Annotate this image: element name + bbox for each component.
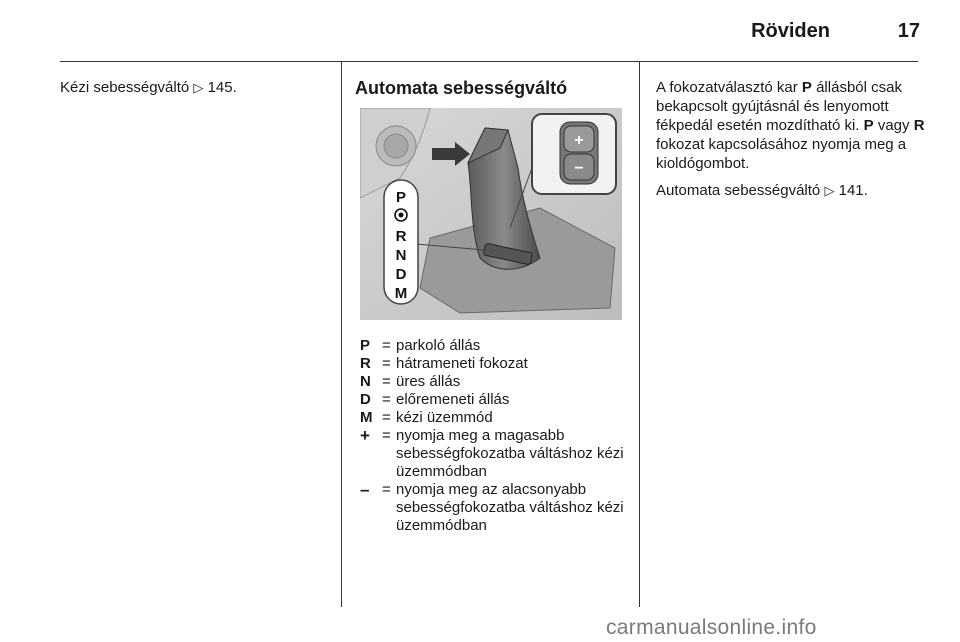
- paragraph-text: A fokozatválasztó kar: [656, 79, 802, 96]
- reference-arrow-icon: ▷: [824, 183, 835, 198]
- column-2: [355, 78, 625, 109]
- gear-label-m: M: [394, 285, 408, 302]
- page-header-title: Röviden: [751, 20, 830, 42]
- paragraph-text: állásból csak bekapcsolt gyújtásnál és lenyomott fékpedál esetén mozdítható ki.: [656, 79, 902, 134]
- legend-equals: =: [382, 391, 391, 408]
- gear-symbol-r: R: [913, 117, 925, 134]
- legend-key: R: [360, 355, 371, 372]
- legend-equals: =: [382, 481, 391, 498]
- gear-label-r: R: [395, 228, 407, 245]
- cross-reference-text: Automata sebességváltó: [656, 182, 821, 199]
- gear-symbol-p: P: [801, 79, 812, 96]
- legend-row: [360, 337, 635, 355]
- paragraph-text: fokozat kapcsolásához nyomja meg a kioldógombot.: [656, 136, 907, 172]
- legend-description: előremeneti állás: [396, 391, 510, 408]
- legend-list: [360, 337, 635, 535]
- reference-arrow-icon: ▷: [193, 80, 204, 95]
- column-divider-2: [639, 62, 640, 607]
- cross-reference-page: 145.: [207, 79, 237, 96]
- section-title: Automata sebességváltó: [355, 78, 568, 98]
- legend-equals: =: [382, 427, 391, 444]
- gear-label-d: D: [395, 266, 407, 283]
- lever-release-paragraph: [656, 78, 926, 173]
- legend-description: hátrameneti fokozat: [396, 355, 528, 372]
- minus-label: −: [574, 160, 584, 177]
- legend-row: [360, 391, 635, 409]
- legend-equals: =: [382, 355, 391, 372]
- cross-reference-page: 141.: [838, 182, 868, 199]
- legend-key: P: [360, 337, 371, 354]
- legend-row: [360, 409, 635, 427]
- gear-symbol-p: P: [863, 117, 874, 134]
- column-1: [60, 78, 330, 97]
- legend-description: nyomja meg a magasabb sebességfokozatba váltáshoz kézi üzemmódban: [396, 427, 624, 480]
- legend-row: [360, 355, 635, 373]
- legend-equals: =: [382, 337, 391, 354]
- gear-label-n: N: [395, 247, 407, 264]
- legend-key: D: [360, 391, 371, 408]
- gear-label-p: P: [395, 189, 407, 206]
- legend-key-minus: –: [360, 480, 370, 499]
- paragraph-text: vagy: [873, 117, 914, 134]
- legend-row: [360, 427, 635, 481]
- cross-reference: [656, 181, 926, 200]
- cross-reference-text: Kézi sebességváltó: [60, 79, 190, 96]
- legend-row: [360, 373, 635, 391]
- legend-equals: =: [382, 409, 391, 426]
- legend-description: parkoló állás: [396, 337, 481, 354]
- legend-equals: =: [382, 373, 391, 390]
- legend-description: nyomja meg az alacsonyabb sebességfokozatba váltáshoz kézi üzemmódban: [396, 481, 624, 534]
- watermark: carmanualsonline.info: [606, 616, 817, 639]
- legend-description: üres állás: [396, 373, 461, 390]
- legend-row: [360, 481, 635, 535]
- legend-description: kézi üzemmód: [396, 409, 493, 426]
- header-divider: [60, 61, 918, 62]
- legend-key: N: [360, 373, 371, 390]
- column-3: [656, 78, 926, 208]
- page-number: 17: [897, 20, 920, 42]
- gear-selector-figure: [360, 108, 622, 320]
- column-divider-1: [341, 62, 342, 607]
- legend-key-plus: +: [360, 426, 370, 445]
- legend-key: M: [360, 409, 373, 426]
- plus-label: +: [574, 132, 584, 149]
